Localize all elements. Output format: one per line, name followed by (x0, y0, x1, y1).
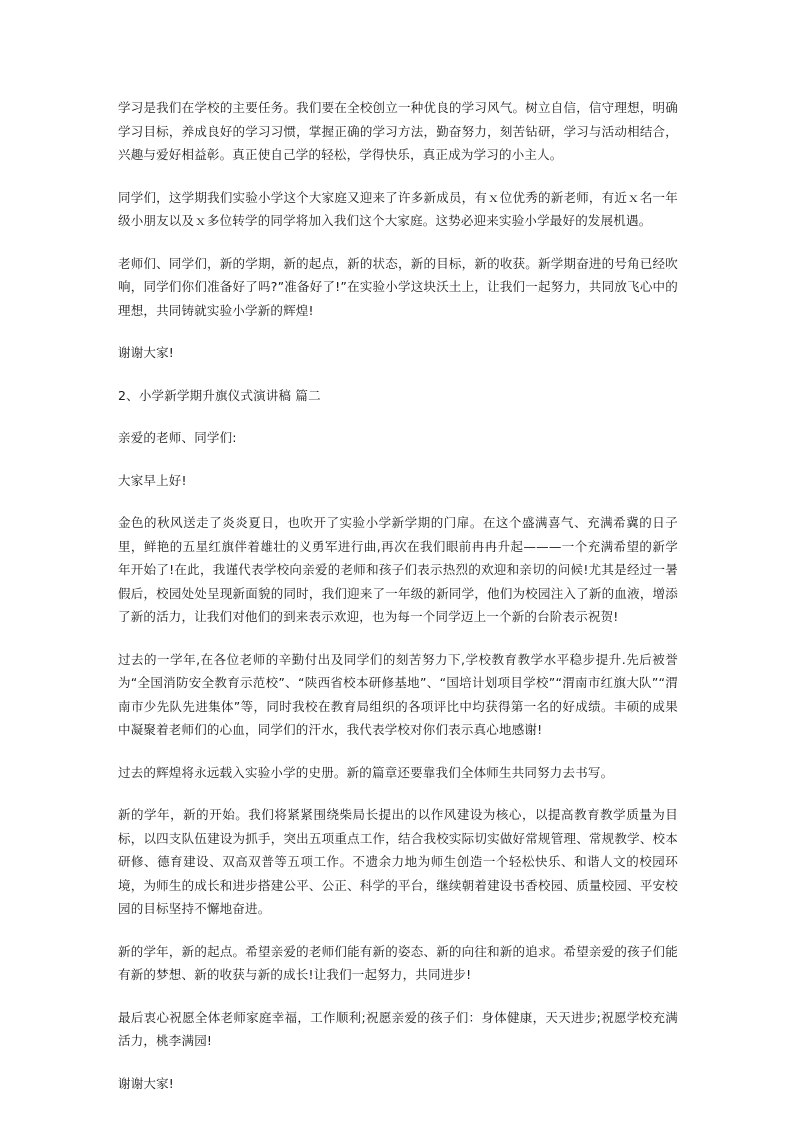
paragraph-autumn: 金色的秋风送走了炎炎夏日，也吹开了实验小学新学期的门扉。在这个盛满喜气、充满希冀的日子里，鲜艳的五星红旗伴着雄壮的义勇军进行曲,再次在我们眼前冉冉升起———一个充满希望的新学年开始了!在此，我谨代表学校向亲爱的老师和孩子们表示热烈的欢迎和亲切的问候!尤其是经过一暑假后，校园处处呈现新面貌的同时，我们迎来了一年级的新同学，他们为校园注入了新的血液，增添了新的活力，让我们对他们的到来表示欢迎，也为每一个同学迈上一个新的台阶表示祝贺! (118, 515, 678, 624)
paragraph-salutation: 亲爱的老师、同学们: (118, 430, 237, 445)
paragraph-thanks-1: 谢谢大家! (118, 345, 175, 360)
paragraph-new-start: 新的学年，新的开始。我们将紧紧围绕柴局长提出的以作风建设为核心，以提高教育教学质量为目标，以四支队伍建设为抓手，突出五项重点工作，结合我校实际切实做好常规管理、常规教学、校本研修、德育建设、双高双普等五项工作。不遗余力地为师生创造一个轻松快乐、和谐人文的校园环境，为师生的成长和进步搭建公平、公正、科学的平台，继续朝着建设书香校园、质量校园、平安校园的目标坚持不懈地奋进。 (118, 807, 678, 916)
document-body (118, 96, 678, 1114)
paragraph-new-point: 新的学年，新的起点。希望亲爱的老师们能有新的姿态、新的向往和新的追求。希望亲爱的孩子们能有新的梦想、新的收获与新的成长!让我们一起努力，共同进步! (118, 943, 678, 982)
paragraph-wishes: 最后衷心祝愿全体老师家庭幸福，工作顺利;祝愿亲爱的孩子们：身体健康，天天进步;祝愿学校充满活力，桃李满园! (118, 1009, 678, 1048)
section-heading: 2、小学新学期升旗仪式演讲稿 篇二 (118, 387, 321, 403)
paragraph-new-semester: 老师们、同学们，新的学期，新的起点，新的状态，新的目标，新的收获。新学期奋进的号角已经吹响，同学们你们准备好了吗?”准备好了!”在实验小学这块沃土上，让我们一起努力，共同放飞心中的理想，共同铸就实验小学新的辉煌! (118, 255, 678, 318)
paragraph-thanks-2: 谢谢大家! (118, 1075, 175, 1091)
paragraph-study-task: 学习是我们在学校的主要任务。我们要在全校创立一种优良的学习风气。树立自信，信守理想，明确学习目标，养成良好的学习习惯，掌握正确的学习方法，勤奋努力，刻苦钻研，学习与活动相结合，兴趣与爱好相益彰。真正使自己学的轻松，学得快乐，真正成为学习的小主人。 (118, 100, 678, 162)
paragraph-past-year: 过去的一学年,在各位老师的辛勤付出及同学们的刻苦努力下,学校教育教学水平稳步提升.先后被誉为“全国消防安全教育示范校”、“陕西省校本研修基地”、“国培计划项目学校”“渭南市红旗大队”“渭南市少先队先进集体”等，同时我校在教育局组织的各项评比中均获得第一名的好成绩。丰硕的成果中凝聚着老师们的心血，同学们的汗水，我代表学校对你们表示真心地感谢! (118, 651, 678, 737)
paragraph-history: 过去的辉煌将永远载入实验小学的史册。新的篇章还要靠我们全体师生共同努力去书写。 (118, 764, 614, 780)
paragraph-new-members: 同学们，这学期我们实验小学这个大家庭又迎来了许多新成员，有ｘ位优秀的新老师，有近ｘ名一年级小朋友以及ｘ多位转学的同学将加入我们这个大家庭。这势必迎来实验小学最好的发展机遇。 (118, 189, 678, 228)
paragraph-greeting: 大家早上好! (118, 472, 187, 488)
